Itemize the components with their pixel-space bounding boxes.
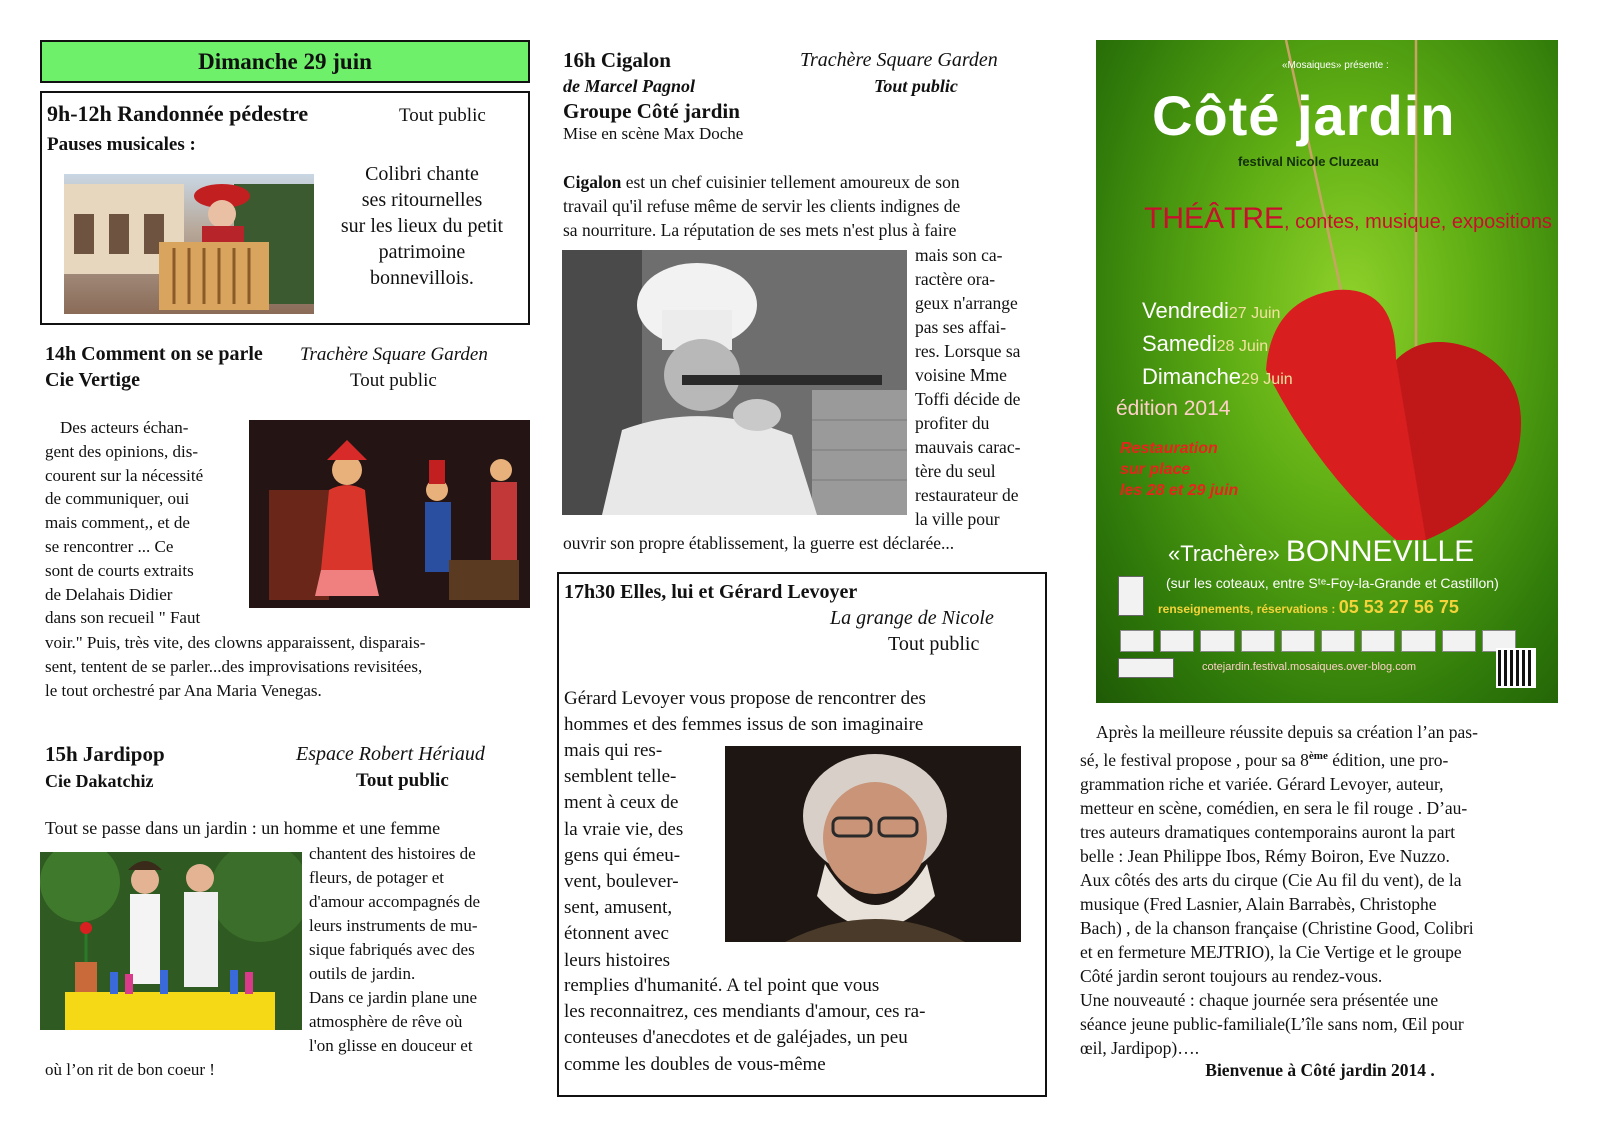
sponsor-logo: [1361, 630, 1395, 652]
jardipop-line: chantent des histoires de: [309, 844, 476, 863]
cigalon-side-line: ractère ora-: [915, 269, 996, 289]
cigalon-lead-line: travail qu'il refuse même de servir les clients indignes de: [563, 196, 961, 216]
comment-line: mais comment,, et de: [45, 513, 190, 533]
poster-edition: édition 2014: [1116, 397, 1231, 420]
comment-line: courent sur la nécessité: [45, 465, 204, 485]
elles-side-line: mais qui res-: [564, 740, 663, 761]
intro-line: Après la meilleure réussite depuis sa création l’an pas-: [1096, 722, 1478, 742]
comment-line: gent des opinions, dis-: [45, 441, 198, 461]
intro-line: grammation riche et variée. Gérard Levoyer, auteur,: [1080, 773, 1444, 794]
comment-company: Cie Vertige: [45, 369, 140, 391]
poster-genres-rest: , contes, musique, expositions: [1284, 211, 1552, 233]
jardipop-line: leurs instruments de mu-: [309, 916, 478, 935]
elles-tail: [564, 973, 1044, 1078]
intro-line: Bach) , de la chanson française (Christine Good, Colibri: [1080, 917, 1474, 938]
comment-line: dans son recueil " Faut: [45, 608, 201, 628]
poster-day-row: [1142, 329, 1293, 362]
intro-line: Côté jardin seront toujours au rendez-vous.: [1080, 965, 1383, 986]
sponsor-logo: [1281, 630, 1315, 652]
cigalon-direction: Mise en scène Max Doche: [563, 124, 744, 143]
poster-day-row: [1142, 362, 1293, 395]
jardipop-line: l'on glisse en douceur et: [309, 1036, 473, 1055]
poster-resto-line: Restauration: [1120, 440, 1218, 457]
elles-side-line: vent, boulever-: [564, 871, 679, 893]
rando-title: 9h-12h Randonnée pédestre: [47, 101, 309, 126]
comment-title: 14h Comment on se parle: [45, 343, 263, 365]
intro-line: œil, Jardipop)….: [1080, 1037, 1200, 1058]
cigalon-lead-line: sa nourriture. La réputation de ses mets n'est plus à faire: [563, 220, 957, 240]
comment-line: se rencontrer ... Ce: [45, 536, 174, 556]
elles-side-line: la vraie vie, des: [564, 818, 684, 840]
jardipop-tail: où l’on rit de bon coeur !: [45, 1060, 215, 1079]
cigalon-title: 16h Cigalon: [563, 48, 671, 72]
cigalon-side-line: profiter du: [915, 413, 990, 433]
cigalon-lead-bold: Cigalon: [563, 172, 622, 192]
sponsor-logo: [1241, 630, 1275, 652]
jardipop-company: Cie Dakatchiz: [45, 771, 154, 791]
elles-title: 17h30 Elles, lui et Gérard Levoyer: [564, 581, 858, 603]
cigalon-author: de Marcel Pagnol: [563, 76, 695, 96]
sponsor-logo: [1160, 630, 1194, 652]
poster-place-bonneville: BONNEVILLE: [1285, 535, 1475, 568]
sponsor-logo: [1401, 630, 1435, 652]
poster-resto-line: sur place: [1120, 461, 1191, 478]
intro-line: belle : Jean Philippe Ibos, Rémy Boiron, Eve Nuzzo.: [1080, 845, 1450, 866]
poster-phone: 05 53 27 56 75: [1338, 597, 1459, 617]
poster-day-row: [1142, 296, 1293, 329]
rando-audience: Tout public: [399, 105, 486, 126]
cigalon-lead-line-0: [563, 170, 1043, 194]
sponsor-logo: [1482, 630, 1516, 652]
clowns-photo: [249, 420, 530, 608]
cigalon-venue: Trachère Square Garden: [800, 49, 998, 71]
cigalon-lead-text: est un chef cuisinier tellement amoureux de son: [621, 172, 960, 192]
comment-tail-line: le tout orchestré par Ana Maria Venegas.: [45, 680, 322, 700]
poster-place: [1168, 537, 1474, 569]
jardipop-lead: Tout se passe dans un jardin : un homme et une femme: [45, 818, 441, 838]
comment-tail-line: sent, tentent de se parler...des improvisations revisitées,: [45, 656, 423, 676]
cigalon-side-line: restaurateur de: [915, 485, 1019, 505]
poster-url: cotejardin.festival.mosaiques.over-blog.com: [1202, 661, 1416, 673]
poster-day-date: 27 Juin: [1228, 305, 1281, 322]
comment-tail-line: voir." Puis, très vite, des clowns apparaissent, disparais-: [45, 633, 426, 652]
colibri-photo: [64, 174, 314, 314]
elles-lead-line: hommes et des femmes issus de son imaginaire: [564, 714, 924, 735]
poster-resto: [1120, 438, 1238, 501]
rando-subtitle: Pauses musicales :: [47, 134, 196, 155]
jardipop-line: atmosphère de rêve où: [309, 1012, 463, 1031]
colibri-photo-drawing: [64, 174, 314, 314]
rando-caption-line: Colibri chante: [365, 163, 479, 185]
comment-audience: Tout public: [350, 370, 437, 391]
sponsor-logo: [1200, 630, 1234, 652]
elles-tail-line: remplies d'humanité. A tel point que vous: [564, 975, 880, 996]
comment-line: de communiquer, oui: [45, 489, 190, 509]
poster-title: Côté jardin: [1152, 84, 1456, 147]
elles-tail-line: comme les doubles de vous-même: [564, 1053, 826, 1075]
clowns-photo-drawing: [249, 420, 530, 608]
levoyer-photo-drawing: [725, 746, 1021, 942]
intro-line: Une nouveauté : chaque journée sera présentée une: [1080, 989, 1439, 1010]
jardipop-line: d'amour accompagnés de: [309, 892, 481, 911]
intro-line-2: [1080, 744, 1560, 772]
rando-caption: [322, 161, 522, 291]
jardipop-venue: Espace Robert Hériaud: [296, 743, 485, 765]
poster-day-name: Vendredi: [1142, 298, 1229, 323]
intro-line: séance jeune public-familiale(L’île sans nom, Œil pour: [1080, 1013, 1464, 1034]
rando-caption-line: ses ritournelles: [361, 189, 483, 211]
comment-line: sont de courts extraits: [45, 560, 194, 580]
poster-partner-logo: [1118, 658, 1174, 678]
cigalon-photo-drawing: [562, 250, 907, 515]
jardipop-audience: Tout public: [356, 770, 449, 791]
rando-caption-line: patrimoine: [378, 241, 466, 263]
intro-line: et en fermeture MEJTRIO), la Cie Vertige et le groupe: [1080, 941, 1462, 962]
poster-info: [1158, 596, 1459, 620]
elles-side-line: ment à ceux de: [564, 792, 679, 814]
sponsor-logos: [1120, 630, 1516, 652]
poster-day-name: Samedi: [1142, 331, 1217, 356]
elles-side-line: gens qui émeu-: [564, 844, 681, 866]
poster-days: [1142, 296, 1293, 395]
sponsor-logo: [1120, 630, 1154, 652]
poster-festival: festival Nicole Cluzeau: [1238, 154, 1379, 169]
jardipop-photo: [40, 852, 302, 1030]
poster-genres-theatre: THÉÂTRE: [1144, 202, 1285, 235]
rando-caption-line: bonnevillois.: [370, 267, 474, 289]
qr-code-icon: [1498, 650, 1534, 686]
poster-place-sub: (sur les coteaux, entre Sᵗᵉ-Foy-la-Grande et Castillon): [1166, 575, 1499, 591]
intro-line: Aux côtés des arts du cirque (Cie Au fil du vent), de la: [1080, 869, 1462, 890]
jardipop-line: outils de jardin.: [309, 964, 416, 983]
jardipop-line: fleurs, de potager et: [309, 868, 444, 887]
cigalon-photo: [562, 250, 907, 515]
comment-line: de Delahais Didier: [45, 584, 173, 604]
cigalon-side-line: geux n'arrange: [915, 293, 1018, 313]
poster-resto-line: les 28 et 29 juin: [1120, 482, 1239, 499]
jardipop-photo-drawing: [40, 852, 302, 1030]
poster-day-date: 28 Juin: [1216, 338, 1269, 355]
intro-line-2b: édition, une pro-: [1327, 749, 1449, 770]
jardipop-side: [309, 842, 529, 1058]
intro-superscript: ème: [1308, 750, 1328, 762]
intro-text: [1080, 720, 1560, 1060]
elles-audience: Tout public: [888, 633, 980, 655]
cigalon-side-line: pas ses affai-: [915, 317, 1007, 337]
comment-text: [45, 416, 245, 630]
cigalon-side-line: mauvais carac-: [915, 437, 1021, 457]
poster-day-name: Dimanche: [1142, 364, 1242, 389]
poster-genres: [1144, 204, 1552, 237]
poster-info-label: renseignements, réservations :: [1158, 602, 1336, 616]
elles-tail-line: conteuses d'anecdotes et de galéjades, un peu: [564, 1027, 908, 1049]
cigalon-group: Groupe Côté jardin: [563, 99, 740, 123]
cigalon-side-line: Toffi décide de: [915, 389, 1021, 409]
elles-side-line: sent, amusent,: [564, 897, 673, 919]
poster-place-trachere: «Trachère»: [1168, 541, 1280, 566]
comment-line: Des acteurs échan-: [60, 418, 189, 437]
festival-poster: [1096, 40, 1558, 703]
elles-side: [564, 738, 724, 974]
poster-day-date: 29 Juin: [1241, 371, 1293, 388]
closing-line: Bienvenue à Côté jardin 2014 .: [1205, 1060, 1435, 1080]
jardipop-title: 15h Jardipop: [45, 742, 165, 766]
day-header: [40, 40, 530, 83]
intro-line-2a: sé, le festival propose , pour sa 8: [1080, 749, 1309, 770]
rando-caption-line: sur les lieux du petit: [340, 215, 504, 237]
cigalon-side-line: tère du seul: [915, 461, 996, 481]
cigalon-side-line: voisine Mme: [915, 365, 1007, 385]
elles-side-line: leurs histoires: [564, 949, 671, 971]
cigalon-tail: ouvrir son propre établissement, la guerre est déclarée...: [563, 533, 955, 553]
jardipop-line: Dans ce jardin plane une: [309, 988, 478, 1007]
sponsor-logo: [1321, 630, 1355, 652]
intro-line: musique (Fred Lasnier, Alain Barrabès, Christophe: [1080, 893, 1437, 914]
elles-side-line: semblent telle-: [564, 766, 677, 788]
jardipop-line: sique fabriqués avec des: [309, 940, 475, 959]
elles-lead: [564, 686, 1044, 738]
elles-venue: La grange de Nicole: [830, 607, 994, 629]
cigalon-lead: [563, 170, 1043, 242]
elles-lead-line: Gérard Levoyer vous propose de rencontrer des: [564, 688, 926, 709]
elles-side-line: étonnent avec: [564, 923, 669, 945]
cigalon-side: [915, 243, 1045, 531]
poster-presents: «Mosaiques» présente :: [1282, 60, 1389, 71]
cigalon-audience: Tout public: [874, 76, 958, 96]
cigalon-side-line: la ville pour: [915, 509, 1000, 529]
comment-tail: [45, 631, 535, 702]
day-header-text: Dimanche 29 juin: [198, 49, 372, 74]
cigalon-side-line: res. Lorsque sa: [915, 341, 1021, 361]
poster-bird-logo: [1118, 576, 1144, 616]
comment-venue: Trachère Square Garden: [300, 344, 488, 365]
elles-tail-line: les reconnaitrez, ces mendiants d'amour, ces ra-: [564, 1001, 926, 1023]
intro-line: metteur en scène, comédien, en sera le fil rouge . D’au-: [1080, 797, 1468, 818]
levoyer-photo: [725, 746, 1021, 942]
sponsor-logo: [1442, 630, 1476, 652]
intro-line: tres auteurs dramatiques contemporains auront la part: [1080, 821, 1456, 842]
cigalon-side-line: mais son ca-: [915, 245, 1003, 265]
